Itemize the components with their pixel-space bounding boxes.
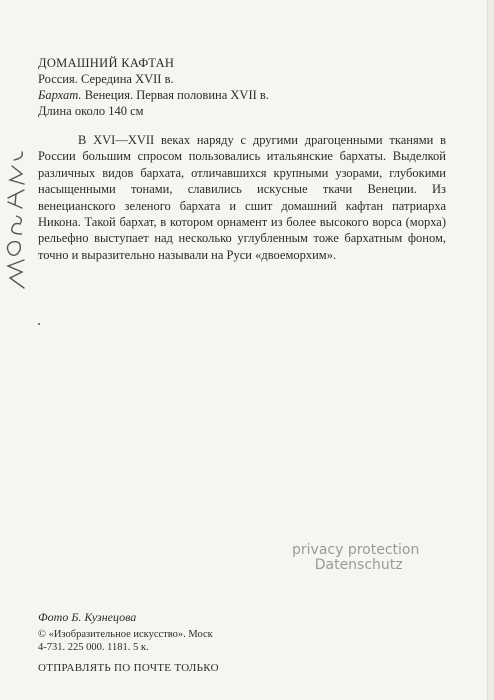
card-edge: [487, 0, 494, 700]
description-paragraph: В XVI—XVII веках наряду с другими драгоценными тканями в России большим спросом пользовались итальянские бархаты. Выделкой различных видов бархата, отличавшихся крупными узорами, глубокими насыщенными тонами, славились искусные ткачи Венеции. Из венецианского зеленого бархата и сшит домашний кафтан патриарха Никона. Такой бархат, в котором орнамент из более высокого ворса (морха) рельефно выступает над несколько углубленным тоже бархатным фоном, точно и выразительно называли на Руси «двоеморхим».: [38, 133, 446, 262]
material-label: Бархат.: [38, 88, 82, 102]
material-detail: Венеция. Первая половина XVII в.: [81, 88, 269, 102]
ink-dot: [38, 323, 40, 325]
handwritten-signature: [2, 150, 32, 290]
privacy-watermark: [292, 543, 419, 573]
watermark-line2: Datenschutz: [314, 557, 403, 573]
caption-origin: Россия. Середина XVII в.: [38, 72, 174, 86]
copyright-line2: 4-731. 225 000. 1181. 5 к.: [38, 641, 149, 653]
footer: [38, 610, 219, 674]
copyright-line1: © «Изобразительное искусство». Моск: [38, 629, 213, 640]
postal-note: ОТПРАВЛЯТЬ ПО ПОЧТЕ ТОЛЬКО: [38, 662, 219, 674]
caption-length: Длина около 140 см: [38, 104, 144, 118]
caption-material: [38, 87, 269, 103]
caption-header: [38, 55, 269, 119]
caption-title: ДОМАШНИЙ КАФТАН: [38, 56, 175, 70]
watermark-line1: privacy protection: [292, 542, 420, 558]
photo-credit: Фото Б. Кузнецова: [38, 610, 137, 624]
